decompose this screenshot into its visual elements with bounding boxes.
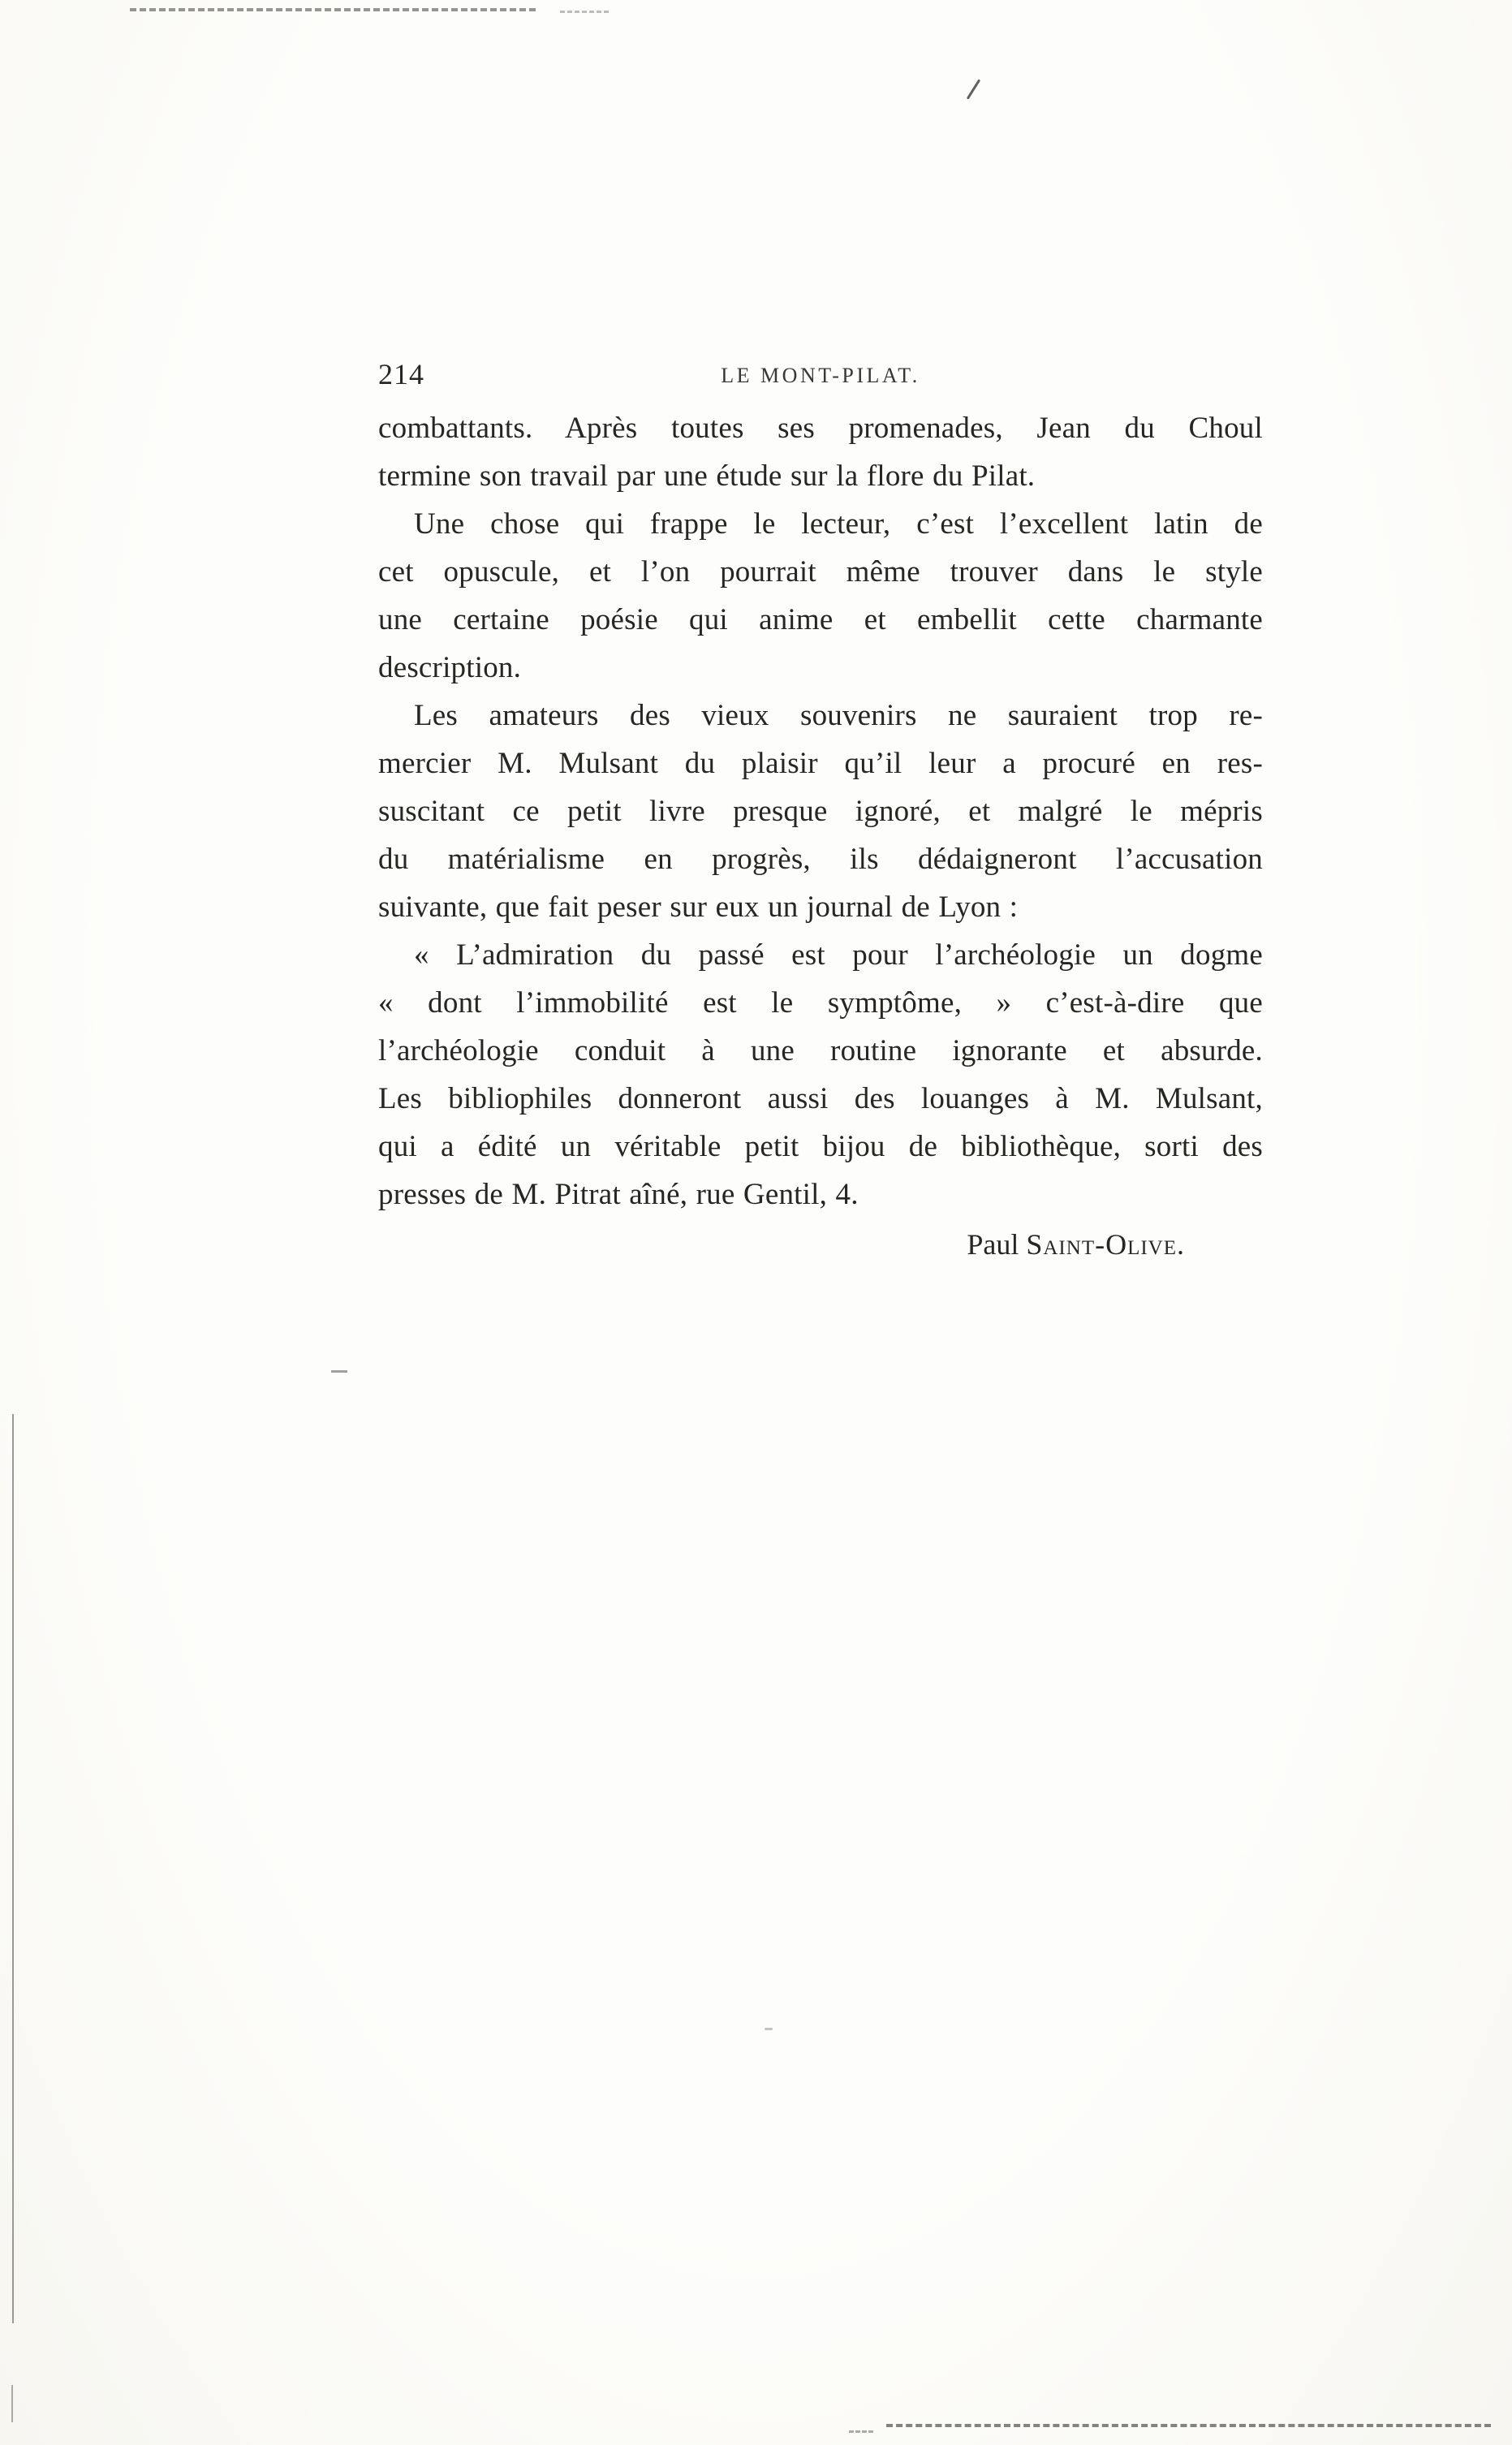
text-line: description. — [378, 651, 522, 684]
text-line: Les amateurs des vieux souvenirs ne sauraient trop re- — [414, 699, 1263, 732]
text-line: Une chose qui frappe le lecteur, c’est l’excellent latin de — [414, 507, 1263, 541]
author-signature — [378, 1227, 1263, 1261]
paragraph — [378, 500, 1263, 692]
scan-mark-bottom-dashes — [886, 2424, 1491, 2427]
text-line: suivante, que fait peser sur eux un journal de Lyon : — [378, 890, 1019, 924]
text-line: qui a édité un véritable petit bijou de bibliothèque, sorti des — [378, 1130, 1263, 1163]
page-header — [378, 354, 1263, 395]
author-first-name: Paul — [967, 1228, 1019, 1261]
page-number: 214 — [378, 358, 424, 390]
text-line: du matérialisme en progrès, ils dédaigneront l’accusation — [378, 843, 1263, 876]
text-line: presses de M. Pitrat aîné, rue Gentil, 4. — [378, 1178, 859, 1211]
text-line: termine son travail par une étude sur la flore du Pilat. — [378, 459, 1036, 493]
text-line: combattants. Après toutes ses promenades, Jean du Choul — [378, 412, 1263, 445]
scan-edge-bottom-tick — [11, 2385, 13, 2422]
text-line: « dont l’immobilité est le symptôme, » c’est-à-dire que — [378, 986, 1263, 1020]
paragraph — [378, 931, 1263, 1218]
text-block — [378, 404, 1263, 1218]
paragraph — [378, 404, 1263, 500]
scan-mark-bottom-dashes-2 — [849, 2430, 873, 2433]
text-line: mercier M. Mulsant du plaisir qu’il leur a procuré en res- — [378, 747, 1263, 780]
scan-mark-faint-speck — [765, 2028, 773, 2030]
text-line: cet opuscule, et l’on pourrait même trouver dans le style — [378, 555, 1263, 589]
text-line: l’archéologie conduit à une routine ignorante et absurde. — [378, 1034, 1263, 1067]
scan-mark-small-dash — [331, 1370, 347, 1373]
running-title: LE MONT-PILAT. — [721, 364, 920, 387]
scan-mark-top-dashes — [130, 8, 536, 11]
paragraph — [378, 692, 1263, 931]
text-line: « L’admiration du passé est pour l’archéologie un dogme — [414, 938, 1263, 972]
scan-mark-slash — [967, 79, 980, 99]
text-line: suscitant ce petit livre presque ignoré, et malgré le mépris — [378, 795, 1263, 828]
scan-edge-vertical-line — [12, 1414, 14, 2323]
text-line: une certaine poésie qui anime et embellit cette charmante — [378, 603, 1263, 636]
text-line: Les bibliophiles donneront aussi des louanges à M. Mulsant, — [378, 1082, 1263, 1115]
author-last-name: Saint-Olive. — [1026, 1228, 1185, 1261]
author-signature-text — [967, 1228, 1263, 1261]
scan-mark-top-dashes-2 — [560, 11, 609, 13]
